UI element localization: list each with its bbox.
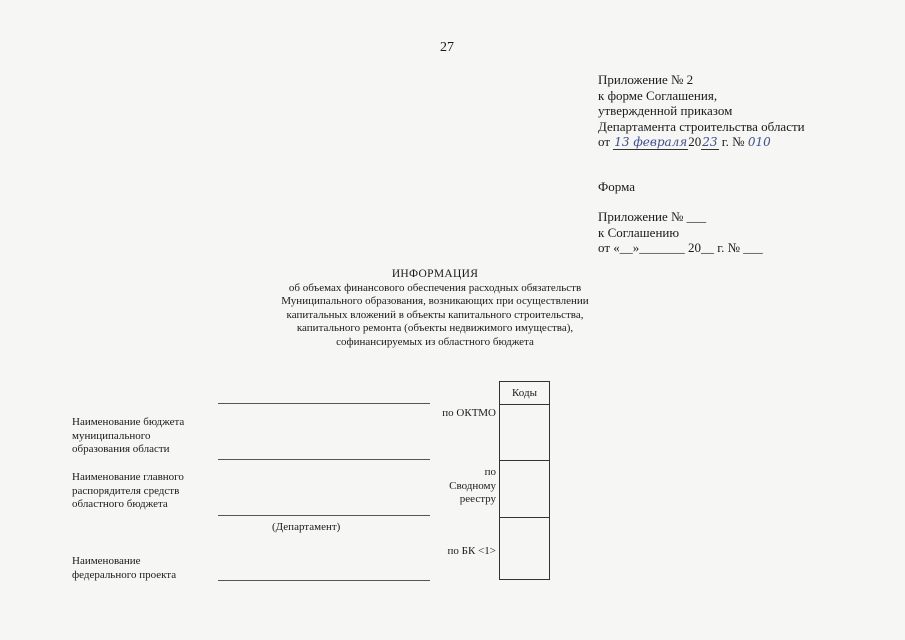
label-department: (Департамент)	[272, 521, 341, 533]
budget-name-line	[218, 459, 430, 460]
agreement-line-2: к Соглашению	[598, 224, 680, 240]
title-line-2: Муниципального образования, возникающих при осуществлении	[281, 295, 589, 307]
budget-name-top-line	[218, 403, 430, 404]
label-budget-name	[72, 416, 184, 457]
federal-project-line-2: федерального проекта	[72, 568, 177, 581]
label-main-manager	[72, 471, 184, 512]
handwritten-year: 23	[702, 135, 718, 149]
budget-name-line-3: образования области	[72, 443, 170, 455]
date-prefix: от	[598, 134, 611, 149]
appendix-line-4: Департамента строительства области	[598, 118, 805, 134]
agreement-line-3: от «__»_______ 20__ г. № ___	[598, 240, 763, 255]
year-prefix: 20	[688, 134, 702, 149]
codes-header: Коды	[500, 382, 549, 405]
appendix-line-2: к форме Соглашения,	[598, 87, 718, 103]
title-line-4: капитального ремонта (объекты недвижимого имущества),	[296, 322, 574, 334]
codes-table	[499, 381, 550, 580]
main-manager-line-1: Наименование главного	[72, 471, 184, 483]
label-bk: по БК <1>	[447, 545, 496, 557]
appendix-date-line	[598, 134, 805, 151]
label-registry	[430, 466, 496, 507]
main-manager-line-2: распорядителя средств	[72, 484, 180, 497]
appendix-line-1: Приложение № 2	[598, 72, 694, 87]
title-line-3: капитальных вложений в объекты капитального строительства,	[286, 308, 584, 321]
appendix-header	[598, 72, 805, 151]
registry-line-3: реестру	[459, 493, 496, 505]
budget-name-line-2: муниципального	[72, 429, 151, 442]
main-manager-line	[218, 515, 430, 516]
year-suffix: г. №	[721, 134, 745, 149]
main-manager-line-3: областного бюджета	[72, 498, 168, 510]
registry-line-2: Сводному	[449, 479, 496, 492]
title-heading: ИНФОРМАЦИЯ	[391, 268, 479, 280]
title-line-5: софинансируемых из областного бюджета	[336, 335, 534, 348]
handwritten-date: 13 февраля	[614, 135, 688, 149]
agreement-appendix	[598, 209, 763, 256]
page-number: 27	[440, 40, 454, 55]
federal-project-line-1: Наименование	[72, 555, 141, 567]
appendix-line-3: утвержденной приказом	[598, 103, 733, 118]
label-oktmo: по ОКТМО	[442, 407, 496, 419]
federal-project-line	[218, 580, 430, 581]
code-cell-registry	[500, 461, 549, 518]
registry-line-1: по	[484, 466, 496, 478]
form-label: Форма	[598, 179, 635, 194]
label-federal-project	[72, 555, 176, 582]
agreement-line-1: Приложение № ___	[598, 209, 707, 224]
budget-name-line-1: Наименование бюджета	[72, 416, 185, 428]
title-line-1: об объемах финансового обеспечения расходных обязательств	[288, 281, 582, 294]
document-title	[270, 268, 600, 349]
code-cell-oktmo	[500, 405, 549, 461]
handwritten-number: 010	[747, 135, 771, 149]
